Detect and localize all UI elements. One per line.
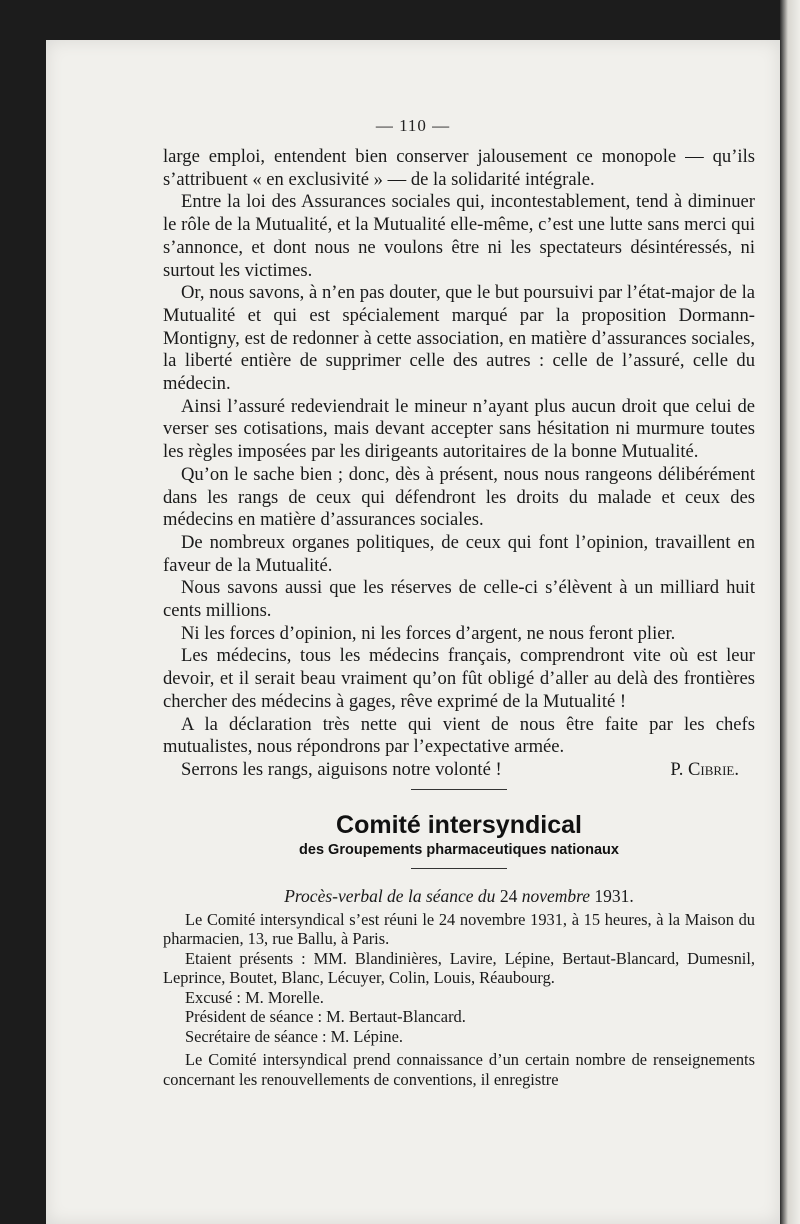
article-paragraph: Entre la loi des Assurances sociales qui, incontestablement, tend à diminuer le rôle de la Mutualité, et la Mutualité elle-même, c’est une lutte sans merci qui s’annonce, et dont nous ne voulons être ni les spectateurs désintéressés, ni surtout les victimes. bbox=[163, 191, 755, 281]
minutes-heading bbox=[163, 885, 755, 907]
signature-initial: P. bbox=[670, 758, 688, 780]
minutes-heading-year: 1931. bbox=[594, 885, 634, 906]
section-title: Comité intersyndical bbox=[336, 810, 582, 839]
article-paragraph: large emploi, entendent bien conserver jalousement ce monopole — qu’ils s’attribuent « en exclusivité » — de la solidarité intégrale. bbox=[163, 146, 755, 190]
article-paragraph: Nous savons aussi que les réserves de celle-ci s’élèvent à un milliard huit cents millions. bbox=[163, 577, 755, 622]
scan-edge bbox=[780, 0, 800, 1224]
secretary-line: Secrétaire de séance : M. Lépine. bbox=[185, 1026, 403, 1046]
article-paragraph: Ainsi l’assuré redeviendrait le mineur n’ayant plus aucun droit que celui de verser ses cotisations, mais devant accepter sans hésitation ni murmure toutes les règles imposées par les dirigeants autoritaires de la bonne Mutualité. bbox=[163, 395, 755, 463]
article-paragraph: De nombreux organes politiques, de ceux qui font l’opinion, travaillent en faveur de la Mutualité. bbox=[163, 531, 755, 576]
minutes-heading-day: 24 bbox=[499, 885, 518, 906]
chair-line: Président de séance : M. Bertaut-Blancard. bbox=[185, 1007, 466, 1027]
minutes-paragraph: Le Comité intersyndical s’est réuni le 24 novembre 1931, à 15 heures, à la Maison du pharmacien, 13, rue Ballu, à Paris. bbox=[163, 909, 755, 949]
article-paragraph: A la déclaration très nette qui vient de nous être faite par les chefs mutualistes, nous répondrons par l’expectative armée. bbox=[163, 713, 755, 758]
signature-surname: Cibrie. bbox=[688, 758, 739, 780]
signature bbox=[670, 759, 755, 782]
article-paragraph: Les médecins, tous les médecins français, comprendront vite où est leur devoir, et il serait beau vraiment qu’on fût obligé d’aller au delà des frontières chercher des médecins à gages, rêve exprimé de la Mutualité ! bbox=[163, 645, 755, 712]
article-paragraph: Or, nous savons, à n’en pas douter, que le but poursuivi par l’état-major de la Mutualité et qui est spécialement marqué par la proposition Dormann-Montigny, est de redonner à cette association, en matière d’assurances sociales, la liberté entière de supprimer celle des autres : celle de l’assuré, celle du médecin. bbox=[163, 282, 755, 395]
closing-line: Serrons les rangs, aiguisons notre volonté ! bbox=[181, 758, 502, 780]
minutes-heading-month: novembre bbox=[517, 885, 595, 906]
signature-row bbox=[163, 759, 755, 782]
minutes-heading-prefix: Procès-verbal de la séance du bbox=[284, 885, 500, 906]
page-number: — 110 — bbox=[375, 116, 451, 135]
document-page bbox=[46, 40, 780, 1224]
text-block bbox=[163, 146, 755, 1089]
excused-line: Excusé : M. Morelle. bbox=[185, 987, 324, 1007]
divider-rule bbox=[411, 868, 507, 869]
divider-rule bbox=[411, 789, 507, 790]
article-paragraph: Qu’on le sache bien ; donc, dès à présent, nous nous rangeons délibérément dans les rangs de ceux qui défendront les droits du malade et ceux des médecins en matière d’assurances sociales. bbox=[163, 463, 755, 531]
minutes-paragraph: Le Comité intersyndical prend connaissance d’un certain nombre de renseignements concernant les renouvellements de conventions, il enregistre bbox=[163, 1050, 755, 1089]
section-subtitle: des Groupements pharmaceutiques nationaux bbox=[299, 841, 619, 858]
minutes-body bbox=[163, 910, 755, 1090]
article-paragraph: Ni les forces d’opinion, ni les forces d’argent, ne nous feront plier. bbox=[181, 622, 676, 644]
article bbox=[163, 146, 755, 782]
attendees-list: Etaient présents : MM. Blandinières, Lavire, Lépine, Bertaut-Blancard, Dumesnil, Leprince, Boutet, Blanc, Lécuyer, Colin, Louis, Réaubourg. bbox=[163, 948, 755, 988]
